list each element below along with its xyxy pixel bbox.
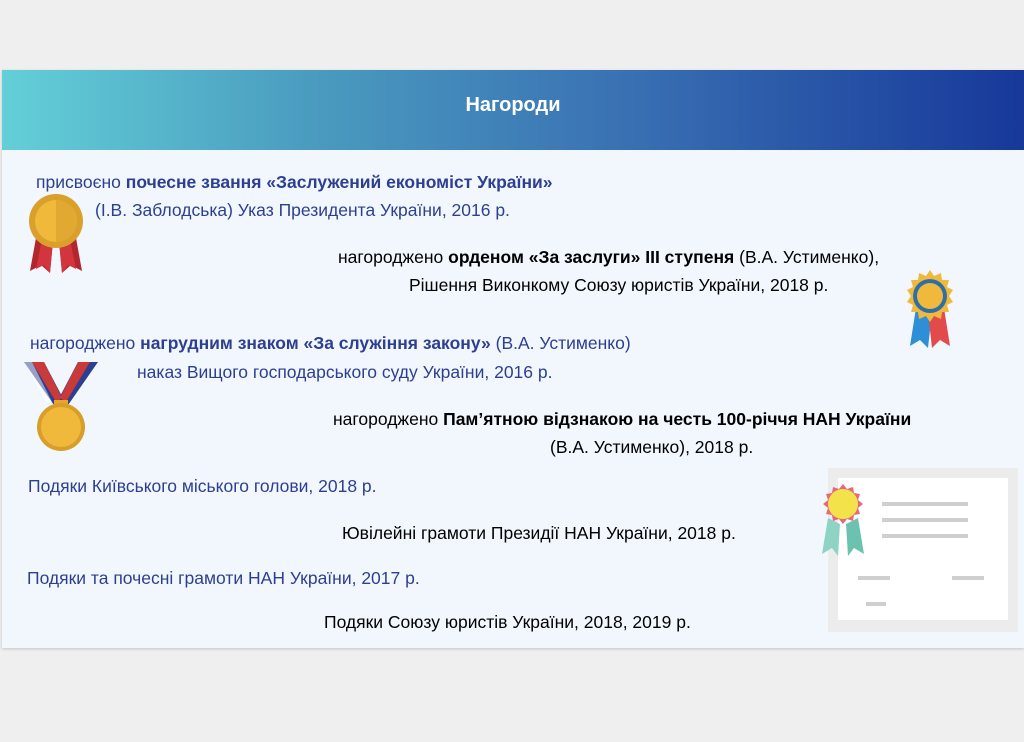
award-1-prefix: присвоєно xyxy=(36,172,126,192)
award-3-detail: наказ Вищого господарського суду України, 2016 р. xyxy=(137,362,553,382)
award-4-line xyxy=(333,408,911,430)
award-2-title: орденом «За заслуги» ІІІ ступеня xyxy=(448,247,735,267)
award-4-title: Пам’ятною відзнакою на честь 100-річчя НАН України xyxy=(443,409,912,429)
award-2-prefix: нагороджено xyxy=(338,247,449,267)
award-3-title: нагрудним знаком «За служіння закону» xyxy=(140,333,491,353)
award-3-line xyxy=(30,332,631,354)
acknowledgement-3: Подяки та почесні грамоти НАН України, 2017 р. xyxy=(27,568,420,588)
acknowledgement-1: Подяки Київського міського голови, 2018 р. xyxy=(28,476,377,496)
award-1-detail: (І.В. Заблодська) Указ Президента України, 2016 р. xyxy=(95,200,510,220)
award-1-line xyxy=(36,171,553,193)
award-4-detail: (В.А. Устименко), 2018 р. xyxy=(550,437,754,457)
ribbon-medal-icon xyxy=(24,193,88,275)
acknowledgement-2: Ювілейні грамоти Президії НАН України, 2018 р. xyxy=(342,523,736,543)
acknowledgement-4: Подяки Союзу юристів України, 2018, 2019 р. xyxy=(324,612,691,632)
certificate-icon xyxy=(814,462,1024,634)
award-3-prefix: нагороджено xyxy=(30,333,141,353)
rosette-medal-icon xyxy=(902,268,958,350)
award-2-suffix: (В.А. Устименко), xyxy=(734,247,880,267)
neck-medal-icon xyxy=(22,358,100,454)
awards-slide xyxy=(2,70,1024,648)
award-1-title: почесне звання «Заслужений економіст України» xyxy=(125,172,553,192)
award-2-detail: Рішення Виконкому Союзу юристів України, 2018 р. xyxy=(409,275,829,295)
title-banner xyxy=(2,70,1024,150)
award-4-prefix: нагороджено xyxy=(333,409,444,429)
award-3-suffix: (В.А. Устименко) xyxy=(490,333,631,353)
award-2-line xyxy=(338,246,879,268)
page-title: Нагороди xyxy=(465,94,561,116)
